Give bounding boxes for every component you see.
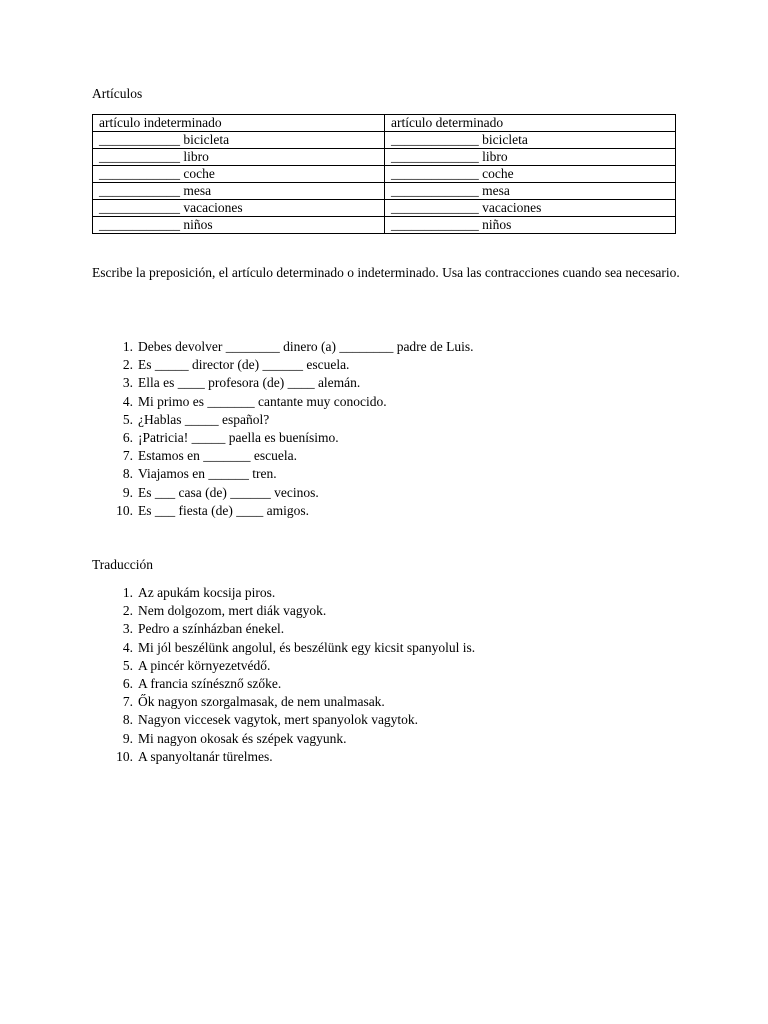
item-text: ¡Patricia! _____ paella es buenísimo. xyxy=(138,429,339,445)
list-item xyxy=(92,338,474,356)
list-item xyxy=(92,620,475,638)
item-number: 8. xyxy=(122,466,133,482)
item-text: Nagyon viccesek vagytok, mert spanyolok vagytok. xyxy=(138,712,419,728)
list-item xyxy=(92,356,474,374)
item-text: A spanyoltanár türelmes. xyxy=(138,748,273,764)
item-text: Mi nagyon okosak és szépek vagyunk. xyxy=(138,730,347,746)
item-number: 4. xyxy=(122,639,133,655)
table-cell: ____________ bicicleta xyxy=(93,132,385,149)
item-text: Mi primo es _______ cantante muy conocido. xyxy=(138,393,387,409)
item-text: Estamos en _______ escuela. xyxy=(138,448,297,464)
table-cell: ____________ vacaciones xyxy=(93,200,385,217)
table-cell: ____________ libro xyxy=(93,149,385,166)
list-item xyxy=(92,429,474,447)
item-text: A francia színésznő szőke. xyxy=(138,675,282,691)
list-item xyxy=(92,693,475,711)
item-number: 5. xyxy=(122,411,133,427)
list-item xyxy=(92,675,475,693)
item-number: 9. xyxy=(122,730,133,746)
section-title-traduccion: Traducción xyxy=(92,557,153,572)
item-text: Debes devolver ________ dinero (a) ________ padre de Luis. xyxy=(138,339,474,354)
exercise-list xyxy=(92,338,474,520)
list-item xyxy=(92,465,474,483)
item-text: Az apukám kocsija piros. xyxy=(138,585,276,600)
item-text: Mi jól beszélünk angolul, és beszélünk egy kicsit spanyolul is. xyxy=(138,639,476,655)
table-cell: _____________ mesa xyxy=(385,183,676,200)
list-item xyxy=(92,393,474,411)
item-number: 1. xyxy=(122,585,133,600)
list-item xyxy=(92,730,475,748)
item-number: 7. xyxy=(122,448,133,464)
table-cell: ____________ coche xyxy=(93,166,385,183)
table-row xyxy=(93,149,676,166)
table-row xyxy=(93,132,676,149)
item-number: 3. xyxy=(122,621,133,637)
item-text: ¿Hablas _____ español? xyxy=(138,411,270,427)
item-number: 10. xyxy=(116,502,133,518)
list-item xyxy=(92,711,475,729)
item-text: Es ___ fiesta (de) ____ amigos. xyxy=(138,502,309,518)
item-number: 5. xyxy=(122,657,133,673)
table-row xyxy=(93,200,676,217)
list-item xyxy=(92,748,475,766)
list-item xyxy=(92,657,475,675)
item-number: 1. xyxy=(122,339,133,354)
table-cell: _____________ niños xyxy=(385,217,676,234)
list-item xyxy=(92,374,474,392)
table-row xyxy=(93,217,676,234)
table-cell: ____________ mesa xyxy=(93,183,385,200)
item-text: Ők nagyon szorgalmasak, de nem unalmasak. xyxy=(138,694,385,710)
list-item xyxy=(92,411,474,429)
table-header-cell: artículo determinado xyxy=(385,115,676,132)
table-cell: _____________ coche xyxy=(385,166,676,183)
list-item xyxy=(92,447,474,465)
table-row xyxy=(93,166,676,183)
item-text: Es ___ casa (de) ______ vecinos. xyxy=(138,484,319,500)
item-text: Es _____ director (de) ______ escuela. xyxy=(138,357,350,373)
list-item xyxy=(92,484,474,502)
table-row xyxy=(93,183,676,200)
item-number: 8. xyxy=(122,712,133,728)
table-header-cell: artículo indeterminado xyxy=(93,115,385,132)
list-item xyxy=(92,602,475,620)
item-number: 3. xyxy=(122,375,133,391)
table-header-row xyxy=(93,115,676,132)
table-cell: ____________ niños xyxy=(93,217,385,234)
item-text: Pedro a színházban énekel. xyxy=(138,621,285,637)
item-number: 9. xyxy=(122,484,133,500)
articles-table xyxy=(92,114,676,234)
exercise-instruction: Escribe la preposición, el artículo determinado o indeterminado. Usa las contracciones cuando sea necesario. xyxy=(92,265,680,280)
list-item xyxy=(92,584,475,602)
item-text: A pincér környezetvédő. xyxy=(138,657,271,673)
item-text: Viajamos en ______ tren. xyxy=(138,466,277,482)
item-number: 6. xyxy=(122,675,133,691)
list-item xyxy=(92,502,474,520)
table-cell: _____________ vacaciones xyxy=(385,200,676,217)
item-number: 10. xyxy=(116,748,133,764)
translation-list xyxy=(92,584,475,766)
item-text: Ella es ____ profesora (de) ____ alemán. xyxy=(138,375,361,391)
item-number: 4. xyxy=(122,393,133,409)
item-number: 6. xyxy=(122,429,133,445)
item-text: Nem dolgozom, mert diák vagyok. xyxy=(138,603,327,619)
section-title-articulos: Artículos xyxy=(92,86,143,101)
item-number: 7. xyxy=(122,694,133,710)
item-number: 2. xyxy=(122,603,133,619)
list-item xyxy=(92,639,475,657)
item-number: 2. xyxy=(122,357,133,373)
table-cell: _____________ libro xyxy=(385,149,676,166)
table-cell: _____________ bicicleta xyxy=(385,132,676,149)
